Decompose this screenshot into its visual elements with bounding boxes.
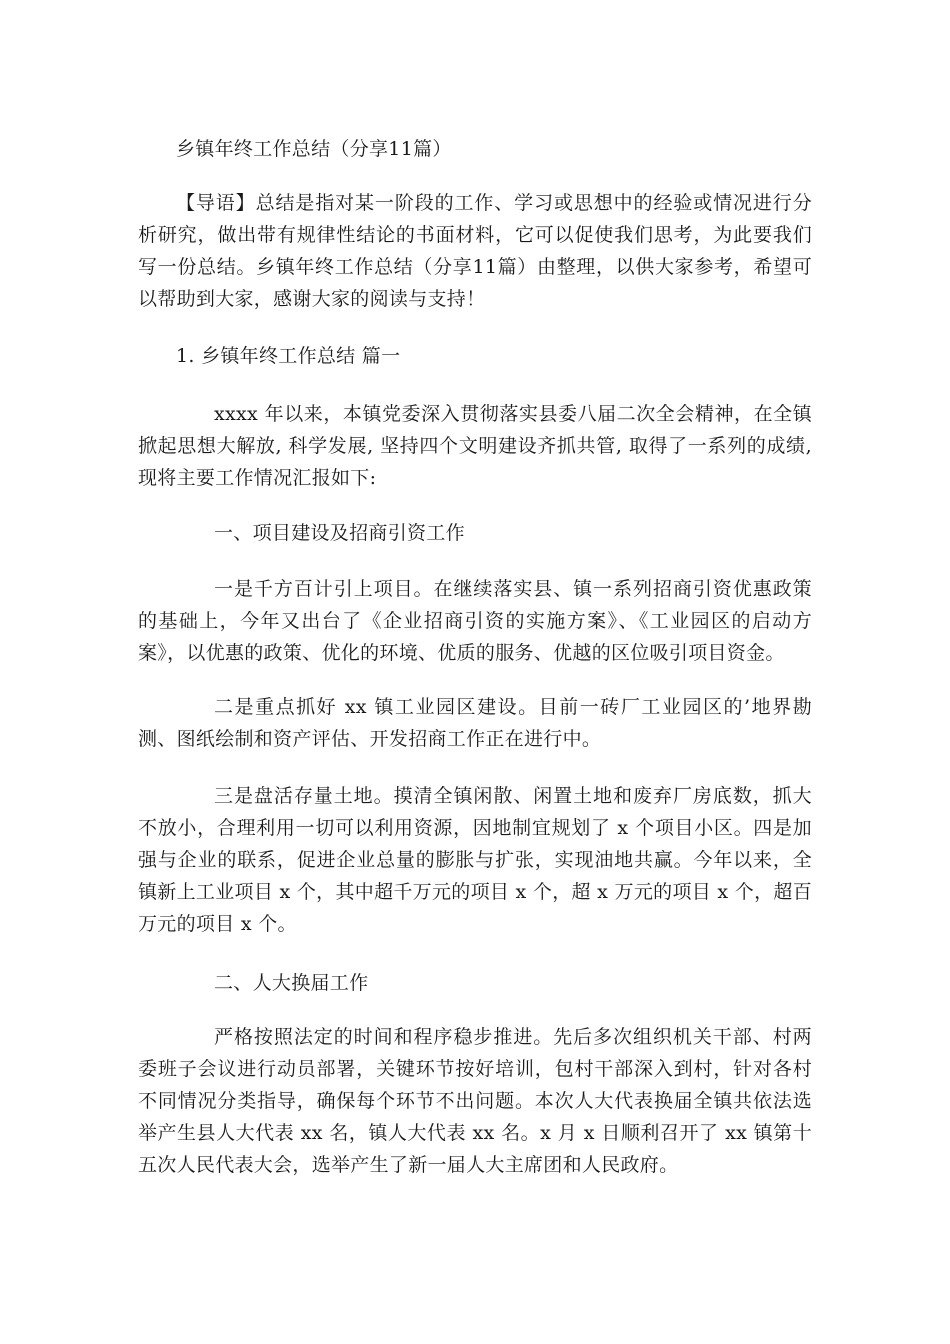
paragraph-4: 三是盘活存量土地。摸清全镇闲散、闲置土地和废弃厂房底数，抓大不放小，合理利用一切可以利用资源，因地制宜规划了 x 个项目小区。四是加强与企业的联系，促进企业总量的膨胀与扩张，实现油地共赢。今年以来，全镇新上工业项目 x 个，其中超千万元的项目 x 个，超 x 万元的项目 x 个，超百万元的项目 x 个。	[138, 785, 812, 935]
paragraph-3: 二是重点抓好 xx 镇工业园区建设。目前一砖厂工业园区的’地界勘测、图纸绘制和资产评估、开发招商工作正在进行中。	[138, 696, 812, 750]
paragraph-1: xxxx 年以来，本镇党委深入贯彻落实县委八届二次全会精神，在全镇掀起思想大解放, 科学发展, 坚持四个文明建设齐抓共管, 取得了一系列的成绩, 现将主要工作情况汇报如下:	[138, 403, 812, 489]
paragraph-2: 一是千方百计引上项目。在继续落实县、镇一系列招商引资优惠政策的基础上，今年又出台了《企业招商引资的实施方案》、《工业园区的启动方案》，以优惠的政策、优化的环境、优质的服务、优越的区位吸引项目资金。	[138, 578, 812, 664]
document-title: 乡镇年终工作总结（分享11篇）	[176, 138, 452, 160]
intro-paragraph: 【导语】总结是指对某一阶段的工作、学习或思想中的经验或情况进行分析研究，做出带有规律性结论的书面材料，它可以促使我们思考，为此要我们写一份总结。乡镇年终工作总结（分享11篇）由整理，以供大家参考，希望可以帮助到大家，感谢大家的阅读与支持！	[138, 192, 812, 310]
subheading-election: 二、人大换届工作	[214, 972, 369, 994]
section-heading-1: 1. 乡镇年终工作总结 篇一	[176, 345, 401, 367]
subheading-projects: 一、项目建设及招商引资工作	[214, 522, 465, 544]
paragraph-5: 严格按照法定的时间和程序稳步推进。先后多次组织机关干部、村两委班子会议进行动员部署，关键环节按好培训，包村干部深入到村，针对各村不同情况分类指导，确保每个环节不出问题。本次人大代表换届全镇共依法选举产生县人大代表 xx 名，镇人大代表 xx 名。x 月 x 日顺利召开了 xx 镇第十五次人民代表大会，选举产生了新一届人大主席团和人民政府。	[138, 1026, 812, 1176]
